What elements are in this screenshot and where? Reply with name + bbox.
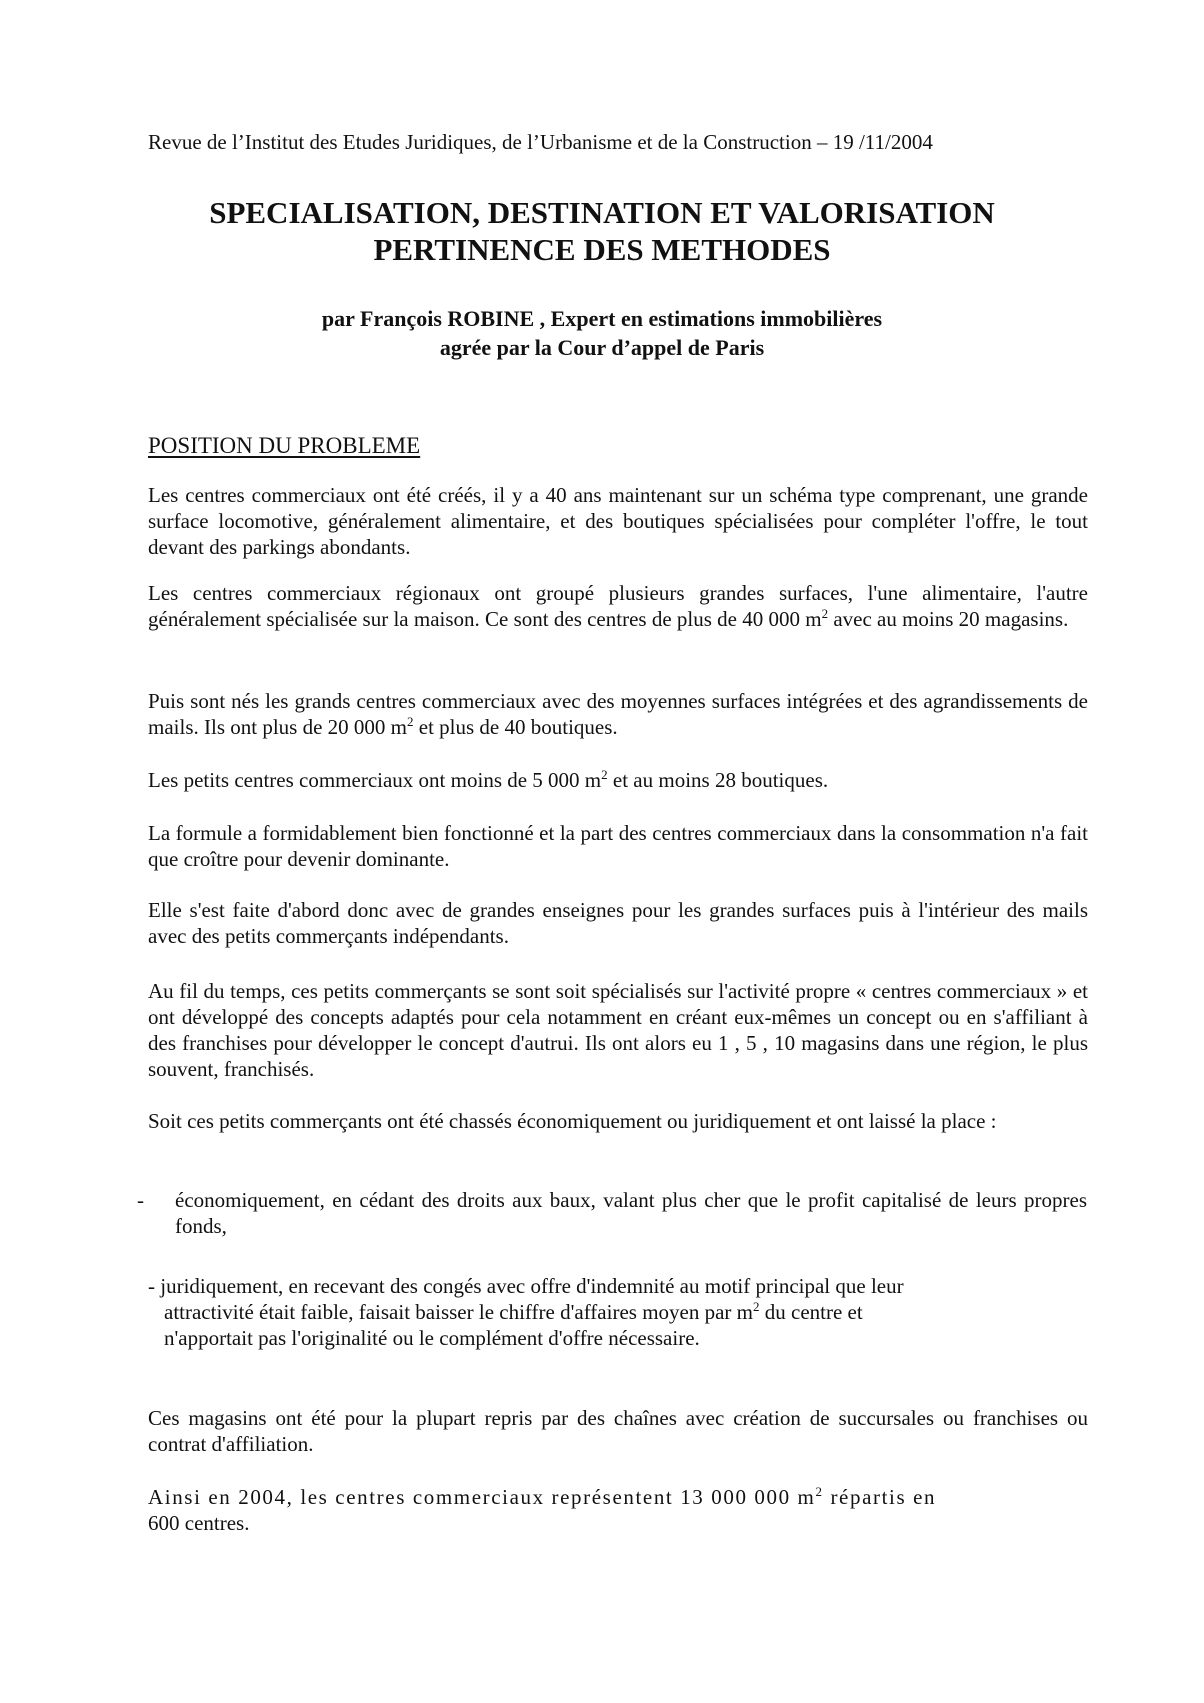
paragraph-5: La formule a formidablement bien fonctionné et la part des centres commerciaux dans la consommation n'a fait que croître pour devenir dominante. xyxy=(148,821,1088,871)
paragraph-3-end: et plus de 40 boutiques. xyxy=(413,715,618,739)
bullet-2-line-2 xyxy=(148,1299,1048,1325)
paragraph-9: Ces magasins ont été pour la plupart repris par des chaînes avec création de succursales ou franchises ou contrat d'affiliation. xyxy=(148,1406,1088,1456)
title-line-1: SPECIALISATION, DESTINATION ET VALORISATION xyxy=(209,195,995,230)
paragraph-7: Au fil du temps, ces petits commerçants se sont soit spécialisés sur l'activité propre « centres commerciaux » et ont développé des concepts adaptés pour cela notamment en créant eux-mêmes un concept ou en s'affiliant à des franchises pour développer le concept d'autrui. Ils ont alors eu 1 , 5 , 10 magasins dans une région, le plus souvent, franchisés. xyxy=(148,979,1088,1081)
paragraph-4-end: et au moins 28 boutiques. xyxy=(607,768,829,792)
paragraph-10-text: Ainsi en 2004, les centres commerciaux représentent 13 000 000 m xyxy=(148,1485,816,1509)
paragraph-10 xyxy=(148,1484,1088,1536)
section-heading: POSITION DU PROBLEME xyxy=(148,433,421,458)
bullet-2-line-1: - juridiquement, en recevant des congés avec offre d'indemnité au motif principal que leur xyxy=(148,1274,904,1298)
paragraph-2-end: avec au moins 20 magasins. xyxy=(828,607,1069,631)
paragraph-2 xyxy=(148,580,1088,632)
superscript-2: 2 xyxy=(601,767,608,782)
title-line-2: PERTINENCE DES METHODES xyxy=(373,232,831,267)
paragraph-6: Elle s'est faite d'abord donc avec de grandes enseignes pour les grandes surfaces puis à l'intérieur des mails avec des petits commerçants indépendants. xyxy=(148,898,1088,948)
bullet-dash: - xyxy=(137,1188,144,1212)
bullet-item-1 xyxy=(137,1187,1087,1239)
paragraph-10-line-1 xyxy=(148,1484,1088,1510)
superscript-2: 2 xyxy=(821,606,829,621)
paragraph-3 xyxy=(148,688,1088,740)
source-header: Revue de l’Institut des Etudes Juridiques, de l’Urbanisme et de la Construction – 19 /11/2004 xyxy=(148,130,933,154)
byline-line-2: agrée par la Cour d’appel de Paris xyxy=(439,335,765,360)
paragraph-4-text: Les petits centres commerciaux ont moins de 5 000 m xyxy=(148,768,602,792)
paragraph-10-line-2: 600 centres. xyxy=(148,1511,250,1535)
paragraph-8: Soit ces petits commerçants ont été chassés économiquement ou juridiquement et ont laissé la place : xyxy=(148,1109,997,1133)
paragraph-2-text: Les centres commerciaux régionaux ont groupé plusieurs grandes surfaces, l'une alimentaire, l'autre généralement spécialisée sur la maison. Ce sont des centres de plus de 40 000 m xyxy=(148,581,1088,631)
bullet-1-text: économiquement, en cédant des droits aux baux, valant plus cher que le profit capitalisé de leurs propres fonds, xyxy=(175,1188,1087,1238)
bullet-2-line-2-end: du centre et xyxy=(759,1300,863,1324)
author-byline xyxy=(120,304,1084,362)
superscript-2: 2 xyxy=(407,714,414,729)
paragraph-4 xyxy=(148,767,1088,793)
paragraph-1: Les centres commerciaux ont été créés, il y a 40 ans maintenant sur un schéma type comprenant, une grande surface locomotive, généralement alimentaire, et des boutiques spécialisées pour compléter l'offre, le tout devant des parkings abondants. xyxy=(148,483,1088,559)
bullet-2-line-2-text: attractivité était faible, faisait baisser le chiffre d'affaires moyen par m xyxy=(164,1300,753,1324)
bullet-item-2 xyxy=(148,1273,1048,1351)
paragraph-3-text: Puis sont nés les grands centres commerciaux avec des moyennes surfaces intégrées et des agrandissements de mails. Ils ont plus de 20 000 m xyxy=(148,689,1088,739)
byline-line-1: par François ROBINE , Expert en estimations immobilières xyxy=(321,306,883,331)
superscript-2: 2 xyxy=(753,1299,760,1314)
bullet-2-line-3: n'apportait pas l'originalité ou le complément d'offre nécessaire. xyxy=(164,1326,700,1350)
document-title xyxy=(120,194,1084,268)
paragraph-10-end: répartis en xyxy=(823,1485,937,1509)
superscript-2: 2 xyxy=(815,1484,824,1499)
